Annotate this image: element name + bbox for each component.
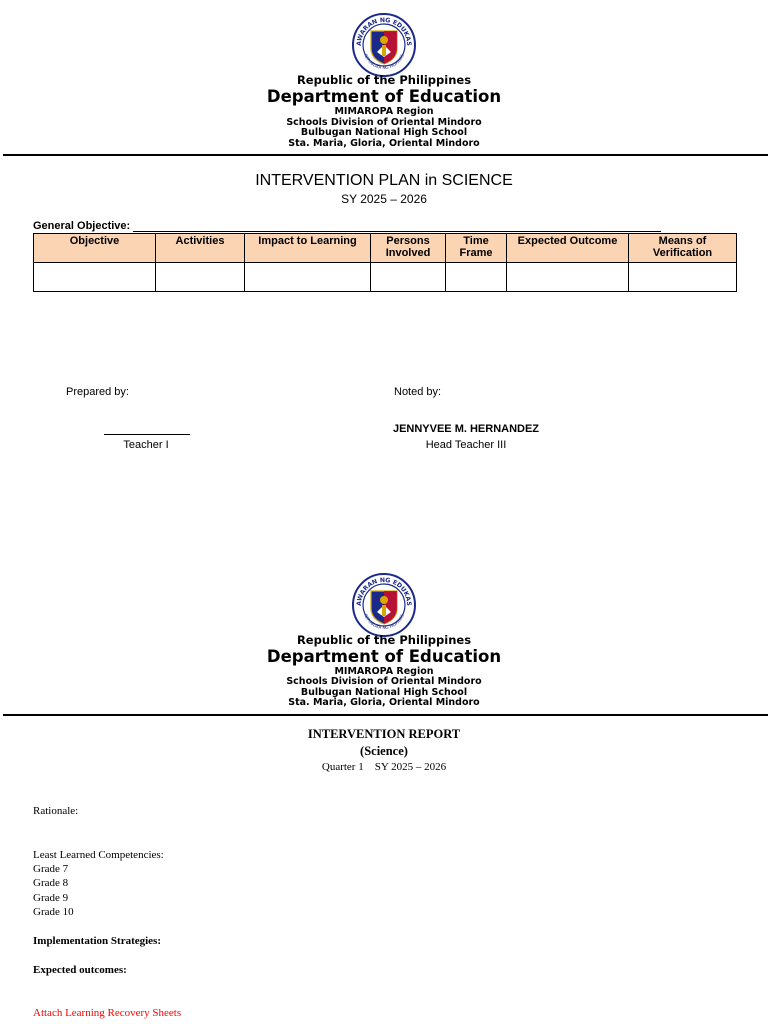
noted-name: JENNYVEE M. HERNANDEZ <box>392 423 540 435</box>
school-label: Bulbugan National High School <box>300 687 468 698</box>
republic-label: Republic of the Philippines <box>296 73 472 87</box>
table-cell[interactable] <box>371 263 446 292</box>
noted-by-label: Noted by: <box>394 386 442 398</box>
header-divider <box>3 714 768 716</box>
grade-item: Grade 9 <box>33 892 69 904</box>
column-header-verification: Means of Verification <box>629 234 737 263</box>
noted-position: Head Teacher III <box>425 439 507 451</box>
table-cell[interactable] <box>156 263 245 292</box>
intervention-plan-table <box>33 233 737 292</box>
department-title: Department of Education <box>266 647 502 666</box>
seal-text-top: AWARAN NG EDUKAS <box>355 576 413 607</box>
table-cell[interactable] <box>446 263 507 292</box>
grade-item: Grade 8 <box>33 877 69 889</box>
division-label: Schools Division of Oriental Mindoro <box>286 117 482 128</box>
seal-text-bottom: REPUBLIKA NG PILIPINAS <box>363 53 405 71</box>
prepared-position: Teacher I <box>123 439 169 451</box>
column-header-objective: Objective <box>34 234 156 263</box>
division-label: Schools Division of Oriental Mindoro <box>286 676 482 687</box>
department-title: Department of Education <box>266 87 502 106</box>
rationale-label: Rationale: <box>33 805 79 817</box>
seal-text-top: AWARAN NG EDUKAS <box>355 16 413 47</box>
column-header-timeframe: Time Frame <box>446 234 507 263</box>
strategies-label: Implementation Strategies: <box>33 935 162 947</box>
table-cell[interactable] <box>245 263 371 292</box>
llc-label: Least Learned Competencies: <box>33 849 164 861</box>
table-header-row <box>34 234 737 263</box>
column-header-persons: Persons Involved <box>371 234 446 263</box>
outcomes-label: Expected outcomes: <box>33 964 127 976</box>
column-header-activities: Activities <box>156 234 245 263</box>
attach-note: Attach Learning Recovery Sheets <box>33 1007 182 1019</box>
table-cell[interactable] <box>507 263 629 292</box>
plan-title: INTERVENTION PLAN in SCIENCE <box>255 172 513 189</box>
report-quarter-line <box>0 761 768 773</box>
table-cell[interactable] <box>629 263 737 292</box>
grade-item: Grade 10 <box>33 906 74 918</box>
address-label: Sta. Maria, Gloria, Oriental Mindoro <box>288 138 480 149</box>
school-label: Bulbugan National High School <box>300 127 468 138</box>
table-row <box>34 263 737 292</box>
seal-text-bottom: REPUBLIKA NG PILIPINAS <box>363 613 405 631</box>
deped-seal <box>351 12 417 78</box>
address-label: Sta. Maria, Gloria, Oriental Mindoro <box>288 697 480 708</box>
general-objective-line[interactable] <box>133 231 661 232</box>
column-header-outcome: Expected Outcome <box>507 234 629 263</box>
grade-item: Grade 7 <box>33 863 69 875</box>
column-header-impact: Impact to Learning <box>245 234 371 263</box>
prepared-by-label: Prepared by: <box>66 386 129 398</box>
report-title: INTERVENTION REPORT <box>307 727 461 741</box>
report-school-year: SY 2025 – 2026 <box>374 761 447 773</box>
header-divider <box>3 154 768 156</box>
report-quarter: Quarter 1 <box>321 761 364 773</box>
report-subject: (Science) <box>360 744 408 758</box>
region-label: MIMAROPA Region <box>334 106 434 117</box>
deped-seal <box>351 572 417 638</box>
region-label: MIMAROPA Region <box>334 666 434 677</box>
republic-label: Republic of the Philippines <box>296 633 472 647</box>
plan-school-year: SY 2025 – 2026 <box>341 192 427 206</box>
prepared-signature-line <box>104 434 190 435</box>
table-cell[interactable] <box>34 263 156 292</box>
general-objective-label: General Objective: <box>33 220 131 232</box>
